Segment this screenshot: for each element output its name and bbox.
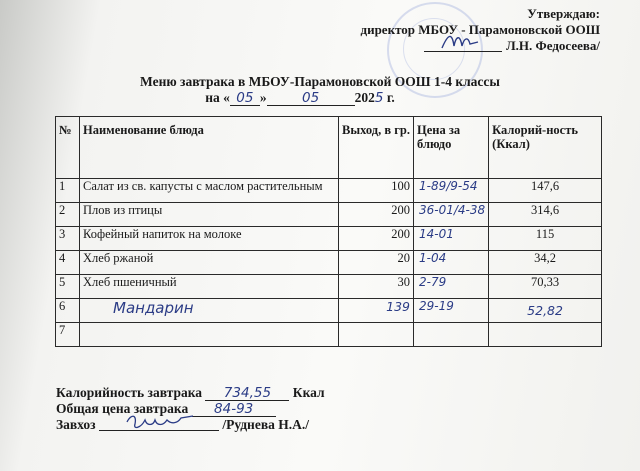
price-value: 2-79 xyxy=(419,275,447,289)
cell-name: Кофейный напиток на молоке xyxy=(80,227,339,251)
cell-calories: 70,33 xyxy=(489,275,602,299)
cell-calories xyxy=(489,323,602,347)
table-header-row xyxy=(56,117,602,179)
cell-no: 6 xyxy=(56,299,80,323)
director-signature-icon xyxy=(440,30,480,52)
cell-no: 4 xyxy=(56,251,80,275)
director-name: Л.Н. Федосеева/ xyxy=(506,38,600,53)
manager-name: /Руднева Н.А./ xyxy=(222,417,309,432)
handwritten-name: Мандарин xyxy=(113,299,194,317)
cell-no: 5 xyxy=(56,275,80,299)
table-row xyxy=(56,323,602,347)
approval-position: директор МБОУ - Парамоновской ООШ xyxy=(360,22,600,37)
menu-table xyxy=(55,116,602,347)
approval-block xyxy=(361,6,600,54)
cell-output: 200 xyxy=(339,203,414,227)
cell-name: Плов из птицы xyxy=(80,203,339,227)
cell-output: 100 xyxy=(339,179,414,203)
cell-output: 200 xyxy=(339,227,414,251)
cell-no: 3 xyxy=(56,227,80,251)
table-row xyxy=(56,299,602,323)
cell-price xyxy=(414,179,489,203)
cell-price xyxy=(414,275,489,299)
title-line: Меню завтрака в МБОУ-Парамоновской ООШ 1-4 классы xyxy=(140,74,500,89)
cell-output xyxy=(339,299,414,323)
price-value: 1-89/9-54 xyxy=(419,179,478,193)
total-calories-row xyxy=(56,385,325,401)
cell-price xyxy=(414,203,489,227)
price-value: 36-01/4-38 xyxy=(419,203,486,217)
table-row xyxy=(56,203,602,227)
document-title xyxy=(0,74,640,106)
total-calories-value: 734,55 xyxy=(205,387,289,401)
cell-no: 2 xyxy=(56,203,80,227)
table-row xyxy=(56,275,602,299)
cell-calories: 147,6 xyxy=(489,179,602,203)
cell-price xyxy=(414,323,489,347)
cell-calories xyxy=(489,299,602,323)
price-value: 1-04 xyxy=(419,251,447,265)
header-calories: Калорий-ность (Ккал) xyxy=(489,117,602,179)
cell-name: Хлеб ржаной xyxy=(80,251,339,275)
cell-calories: 115 xyxy=(489,227,602,251)
table-row xyxy=(56,227,602,251)
header-no: № xyxy=(56,117,80,179)
cell-calories: 34,2 xyxy=(489,251,602,275)
cell-calories: 314,6 xyxy=(489,203,602,227)
cell-price xyxy=(414,299,489,323)
approval-label: Утверждаю: xyxy=(527,6,600,21)
title-date: на « 05 » 05 2025 г. xyxy=(205,90,395,106)
total-calories-unit: Ккал xyxy=(292,385,325,400)
table-row xyxy=(56,251,602,275)
price-value: 29-19 xyxy=(419,299,454,313)
cell-price xyxy=(414,251,489,275)
cell-name: Салат из св. капусты с маслом растительным xyxy=(80,179,339,203)
total-price-label: Общая цена завтрака xyxy=(56,401,189,416)
manager-row xyxy=(56,417,325,433)
manager-signature-icon xyxy=(125,412,195,430)
totals-block xyxy=(56,385,325,433)
header-output: Выход, в гр. xyxy=(339,117,414,179)
total-calories-label: Калорийность завтрака xyxy=(56,385,203,400)
cell-output xyxy=(339,323,414,347)
date-year-digit: 5 xyxy=(374,90,384,106)
cell-name xyxy=(80,323,339,347)
header-price: Цена за блюдо xyxy=(414,117,489,179)
price-value: 14-01 xyxy=(419,227,454,241)
cell-no: 7 xyxy=(56,323,80,347)
table-row xyxy=(56,179,602,203)
handwritten-output: 139 xyxy=(386,299,410,314)
cell-name-handwritten xyxy=(80,299,339,323)
cell-output: 30 xyxy=(339,275,414,299)
header-name: Наименование блюда xyxy=(80,117,339,179)
cell-output: 20 xyxy=(339,251,414,275)
handwritten-calories: 52,82 xyxy=(527,302,563,318)
date-month: 05 xyxy=(267,92,355,106)
cell-no: 1 xyxy=(56,179,80,203)
manager-label: Завхоз xyxy=(56,417,96,432)
cell-price xyxy=(414,227,489,251)
cell-name: Хлеб пшеничный xyxy=(80,275,339,299)
total-price-value: 84-93 xyxy=(192,403,276,417)
date-day: 05 xyxy=(230,92,260,106)
manager-signature-slot xyxy=(99,418,219,431)
